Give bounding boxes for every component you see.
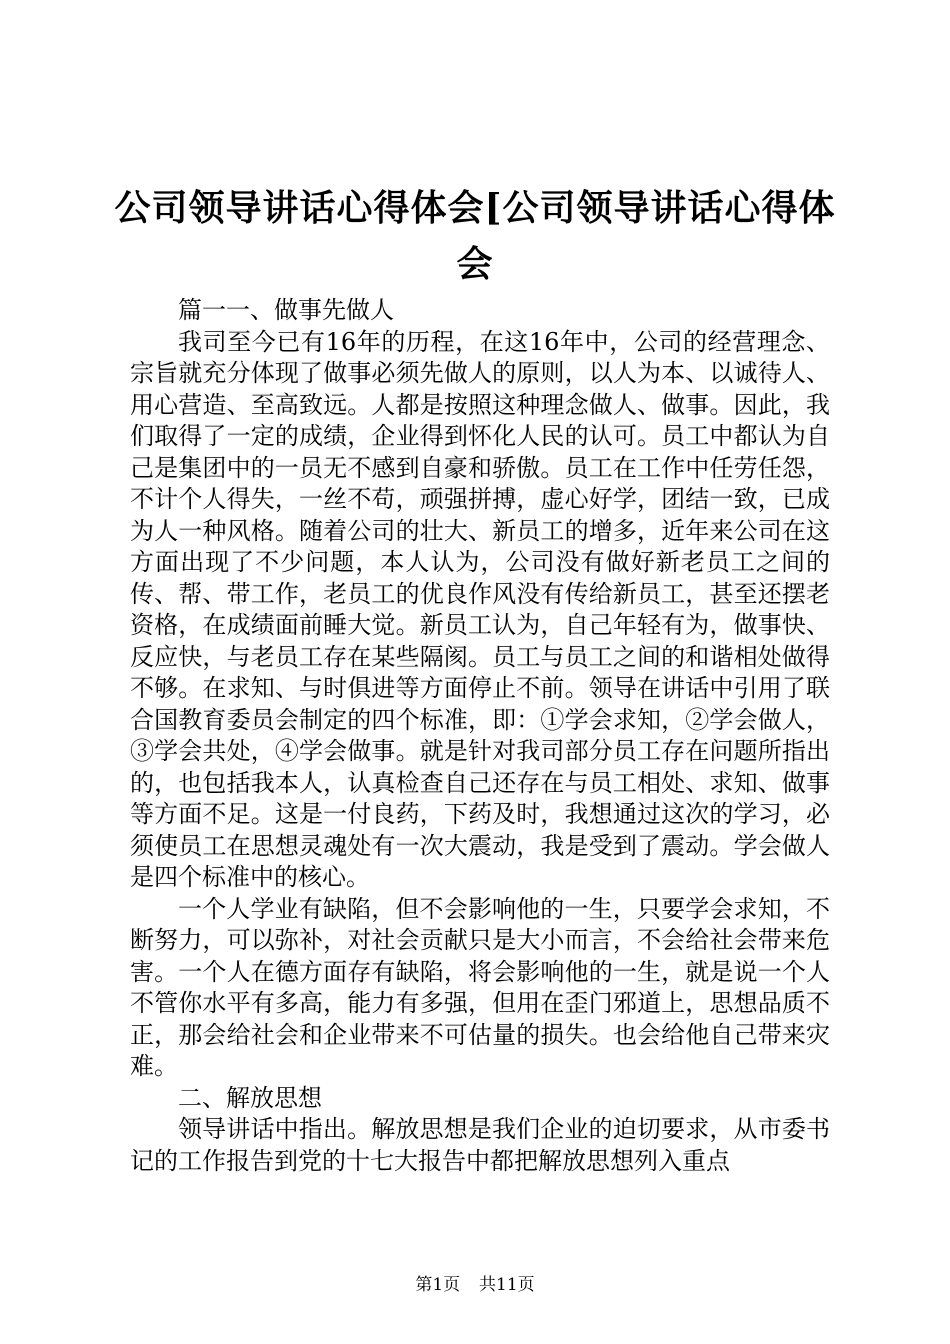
- document-body: [130, 295, 830, 1177]
- paragraph: 我司至今已有16年的历程，在这16年中，公司的经营理念、宗旨就充分体现了做事必须先做人的原则，以人为本、以诚待人、用心营造、至高致远。人都是按照这种理念做人、做事。因此，我们取得了一定的成绩，企业得到怀化人民的认可。员工中都认为自己是集团中的一员无不感到自豪和骄傲。员工在工作中任劳任怨，不计个人得失，一丝不苟，顽强拼搏，虚心好学，团结一致，已成为人一种风格。随着公司的壮大、新员工的增多，近年来公司在这方面出现了不少问题，本人认为，公司没有做好新老员工之间的传、帮、带工作，老员工的优良作风没有传给新员工，甚至还摆老资格，在成绩面前睡大觉。新员工认为，自己年轻有为，做事快、反应快，与老员工存在某些隔阂。员工与员工之间的和谐相处做得不够。在求知、与时俱进等方面停止不前。领导在讲话中引用了联合国教育委员会制定的四个标准，即：①学会求知，②学会做人，③学会共处，④学会做事。就是针对我司部分员工存在问题所指出的，也包括我本人，认真检查自己还存在与员工相处、求知、做事等方面不足。这是一付良药，下药及时，我想通过这次的学习，必须使员工在思想灵魂处有一次大震动，我是受到了震动。学会做人是四个标准中的核心。: [130, 327, 830, 891]
- document-title: 公司领导讲话心得体会[公司领导讲话心得体会: [114, 187, 836, 285]
- paragraph-section-2-heading: 二、解放思想: [178, 1083, 322, 1112]
- paragraph: 一个人学业有缺陷，但不会影响他的一生，只要学会求知，不断努力，可以弥补，对社会贡献只是大小而言，不会给社会带来危害。一个人在德方面存有缺陷，将会影响他的一生，就是说一个人不管你水平有多高，能力有多强，但用在歪门邪道上，思想品质不正，那会给社会和企业带来不可估量的损失。也会给他自己带来灾难。: [130, 894, 830, 1080]
- paragraph: 领导讲话中指出。解放思想是我们企业的迫切要求，从市委书记的工作报告到党的十七大报告中都把解放思想列入重点: [130, 1115, 830, 1175]
- page-total: 共11页: [479, 1275, 535, 1295]
- paragraph-section-1-heading: 篇一一、做事先做人: [178, 296, 394, 324]
- page-footer: [0, 1270, 950, 1295]
- page-number: 第1页: [415, 1275, 461, 1295]
